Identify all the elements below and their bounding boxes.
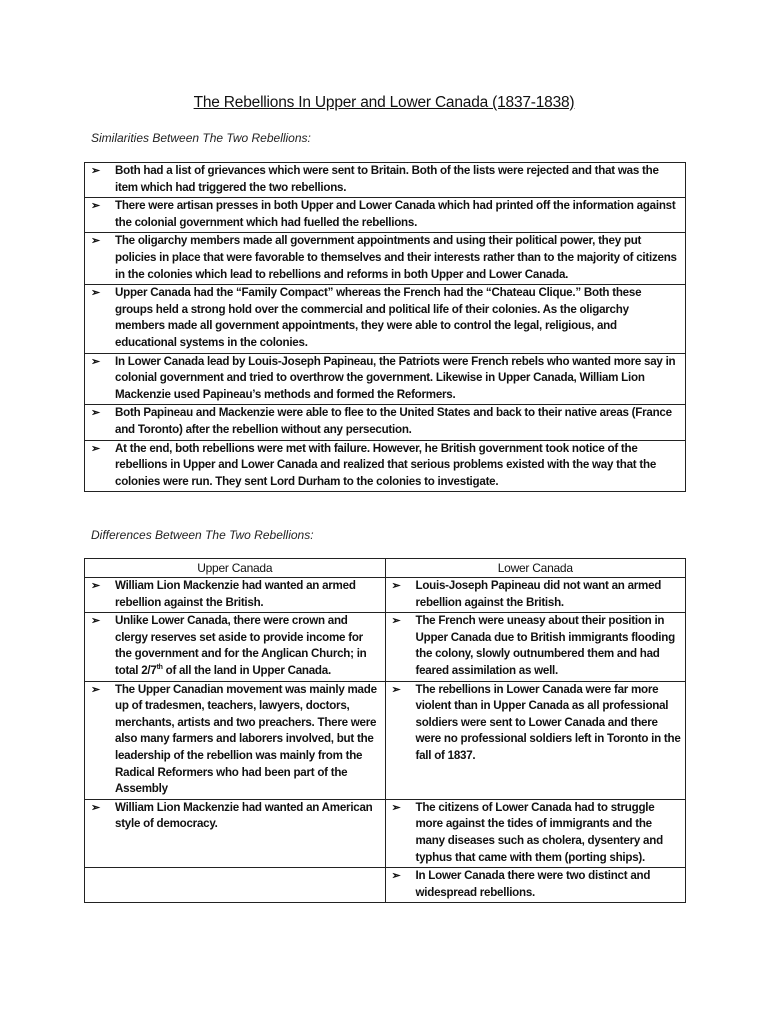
arrow-bullet-icon: ➢	[391, 870, 401, 883]
similarities-table	[84, 162, 686, 492]
arrow-bullet-icon: ➢	[91, 580, 100, 592]
upper-canada-cell-empty	[85, 868, 386, 903]
arrow-bullet-icon: ➢	[391, 615, 401, 628]
lower-canada-cell	[385, 868, 686, 903]
lower-canada-cell	[385, 681, 686, 799]
upper-canada-text: William Lion Mackenzie had wanted an armed rebellion against the British.	[115, 579, 356, 609]
table-row	[85, 233, 686, 285]
table-row	[85, 868, 686, 903]
table-cell	[85, 440, 686, 492]
similarity-text: At the end, both rebellions were met with failure. However, he British government took notice of the rebellions in Upper and Lower Canada and realized that serious problems existed with the way that the colonies were run. They sent Lord Durham to the colonies to investigate.	[115, 441, 657, 488]
similarity-text: There were artisan presses in both Upper and Lower Canada which had printed off the information against the colonial government which had fuelled the rebellions.	[115, 199, 676, 229]
table-cell	[85, 163, 686, 198]
similarities-heading: Similarities Between The Two Rebellions:	[91, 131, 311, 145]
arrow-bullet-icon: ➢	[91, 235, 100, 248]
superscript: th	[156, 664, 163, 672]
upper-canada-text-part: of all the land in Upper Canada.	[162, 663, 331, 677]
similarity-text: The oligarchy members made all government appointments and using their political power, they put policies in place that were favorable to themselves and their interests rather than to the majority of citizens in the colonies which lead to rebellions and reforms in both Upper and Lower Canada.	[115, 234, 677, 281]
arrow-bullet-icon: ➢	[91, 287, 100, 300]
column-header-upper-canada: Upper Canada	[85, 559, 386, 578]
arrow-bullet-icon: ➢	[91, 355, 100, 368]
upper-canada-cell	[85, 799, 386, 867]
table-row	[85, 163, 686, 198]
upper-canada-text: The Upper Canadian movement was mainly made up of tradesmen, teachers, lawyers, doctors, merchants, artists and two preachers. There were also many farmers and laborers involved, but the leadership of the rebellion was mainly from the Radical Reformers who had been part of the Assembly	[115, 682, 377, 796]
similarity-text: Both had a list of grievances which were sent to Britain. Both of the lists were rejected and that was the item which had triggered the two rebellions.	[115, 164, 659, 194]
table-cell	[85, 233, 686, 285]
table-row	[85, 198, 686, 233]
table-cell	[85, 198, 686, 233]
arrow-bullet-icon: ➢	[91, 165, 100, 177]
lower-canada-cell	[385, 799, 686, 867]
upper-canada-cell	[85, 681, 386, 799]
table-cell	[85, 285, 686, 353]
table-row	[85, 353, 686, 405]
arrow-bullet-icon: ➢	[91, 801, 100, 814]
table-row	[85, 578, 686, 613]
column-header-lower-canada: Lower Canada	[385, 559, 686, 578]
table-cell	[85, 353, 686, 405]
arrow-bullet-icon: ➢	[91, 442, 100, 455]
lower-canada-text: The rebellions in Lower Canada were far more violent than in Upper Canada as all professional soldiers were sent to Lower Canada and there were no professional soldiers left in Toronto in the fall of 1837.	[415, 682, 681, 762]
table-cell	[85, 405, 686, 440]
table-row	[85, 799, 686, 867]
arrow-bullet-icon: ➢	[391, 580, 401, 592]
table-row	[85, 405, 686, 440]
table-row	[85, 613, 686, 681]
lower-canada-cell	[385, 613, 686, 681]
arrow-bullet-icon: ➢	[91, 200, 100, 213]
upper-canada-text: William Lion Mackenzie had wanted an American style of democracy.	[115, 800, 373, 831]
similarity-text: Both Papineau and Mackenzie were able to flee to the United States and back to their native areas (France and Toronto) after the rebellion without any persecution.	[115, 406, 672, 436]
arrow-bullet-icon: ➢	[391, 801, 401, 814]
upper-canada-text	[115, 613, 381, 679]
table-header-row	[85, 559, 686, 578]
arrow-bullet-icon: ➢	[391, 683, 401, 696]
upper-canada-cell	[85, 613, 386, 681]
arrow-bullet-icon: ➢	[91, 683, 100, 696]
page-title: The Rebellions In Upper and Lower Canada (1837-1838)	[193, 94, 575, 111]
arrow-bullet-icon: ➢	[91, 407, 100, 420]
lower-canada-cell	[385, 578, 686, 613]
differences-table	[84, 558, 686, 903]
table-row	[85, 285, 686, 353]
upper-canada-text-part: Unlike Lower Canada, there were crown and clergy reserves set aside to provide income for the government and for the Anglican Church; in total 2/7	[115, 614, 367, 677]
upper-canada-cell	[85, 578, 386, 613]
lower-canada-text: Louis-Joseph Papineau did not want an armed rebellion against the British.	[415, 579, 662, 609]
lower-canada-text: The French were uneasy about their position in Upper Canada due to British immigrants flooding the colony, slowly outnumbered them and had feared assimilation as well.	[415, 614, 675, 677]
differences-heading: Differences Between The Two Rebellions:	[91, 528, 314, 542]
table-row	[85, 681, 686, 799]
lower-canada-text: The citizens of Lower Canada had to struggle more against the tides of immigrants and the many diseases such as cholera, dysentery and typhus that came with them (porting ships).	[415, 800, 663, 864]
arrow-bullet-icon: ➢	[91, 615, 100, 628]
similarity-text: In Lower Canada lead by Louis-Joseph Papineau, the Patriots were French rebels who wanted more say in colonial government and tried to overthrow the government. Likewise in Upper Canada, William Lion Mackenzie used Papineau’s methods and formed the Reformers.	[115, 354, 676, 401]
table-row	[85, 440, 686, 492]
lower-canada-text: In Lower Canada there were two distinct and widespread rebellions.	[415, 869, 651, 899]
similarity-text: Upper Canada had the “Family Compact” whereas the French had the “Chateau Clique.” Both these groups held a strong hold over the commercial and political life of their colonies. As the oligarchy members made all government appointments, they were able to control the legal, religious, and educational systems in the colonies.	[115, 286, 642, 349]
